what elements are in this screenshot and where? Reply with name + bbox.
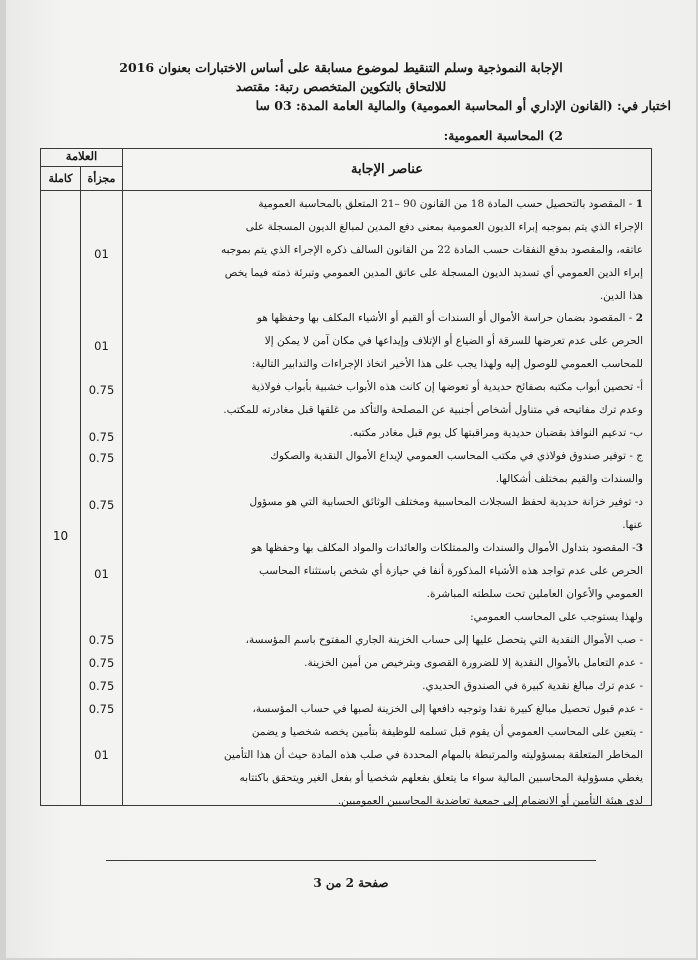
answer-line: 1 - المقصود بالتحصيل حسب المادة 18 من القانون 90 –21 المتعلق بالمحاسبة العمومية — [258, 198, 643, 210]
answer-line: والسندات والقيم بمختلف أشكالها. — [495, 473, 643, 485]
elements-header: عناصر الإجابة — [123, 149, 652, 191]
partial-grade-cell — [81, 191, 123, 806]
answer-line: - عدم ترك مبالغ نقدية كبيرة في الصندوق الحديدي. — [422, 680, 643, 692]
answer-line: العمومي والأعوان العاملين تحت سلطته المباشرة. — [426, 588, 643, 600]
footer-divider — [106, 860, 596, 861]
section-title: 2) المحاسبة العمومية: — [443, 128, 563, 143]
partial-mark: 0.75 — [88, 498, 115, 512]
answer-line: ب- تدعيم النوافذ بقضبان حديدية ومراقبتها كل يوم قبل مغادر مكتبه. — [349, 427, 643, 439]
partial-mark: 0.75 — [88, 656, 115, 670]
partial-mark: 0.75 — [88, 451, 115, 465]
partial-mark: 0.75 — [88, 430, 115, 444]
answer-table — [40, 148, 652, 806]
answer-line: لدى هيئة التأمين أو الانضمام إلى جمعية تعاضدية المحاسبين العموميين. — [337, 795, 643, 807]
partial-mark: 0.75 — [88, 383, 115, 397]
answer-line: عاتقه، والمقصود بدفع النفقات حسب المادة 22 من القانون السالف ذكره الإجراء الذي يتم بموجبه — [220, 244, 643, 256]
document-header — [81, 58, 671, 115]
answer-line: يغطي مسؤولية المحاسبين المالية سواء ما يتعلق بفعلهم شخصيا أو بفعل الغير ويتحقق باكتتابه — [239, 772, 643, 784]
full-grade-header: كاملة — [41, 167, 81, 191]
answer-body-cell — [123, 191, 652, 806]
full-grade-cell — [41, 191, 81, 806]
partial-mark: 01 — [94, 567, 109, 581]
answer-line: عنها. — [622, 519, 643, 531]
document-page — [6, 0, 696, 958]
answer-line: إبراء الدين العمومي أي تسديد الديون المسجلة على عاتق المدين العمومي وتبرئة ذمته فيما يخص — [224, 267, 643, 279]
header-subtitle: للالتحاق بالتكوين المتخصص رتبة: مقتصد — [235, 79, 447, 94]
answer-line: - صب الأموال النقدية التي يتحصل عليها إلى حساب الخزينة الجاري المفتوح باسم المؤسسة، — [245, 634, 643, 646]
answer-line: ولهذا يستوجب على المحاسب العمومي: — [470, 611, 643, 623]
answer-line: وعدم ترك مفاتيحه في متناول أشخاص أجنبية عن المصلحة والتأكد من غلقها قبل مغادرته للمكتب. — [223, 404, 643, 416]
partial-mark: 01 — [94, 339, 109, 353]
answer-line: ج - توفير صندوق فولاذي في مكتب المحاسب العمومي لإيداع الأموال النقدية والصكوك — [270, 450, 643, 462]
partial-mark: 01 — [94, 247, 109, 261]
partial-mark: 0.75 — [88, 702, 115, 716]
answer-line: - يتعين على المحاسب العمومي أن يقوم قبل تسلمه للوظيفة بتأمين يخصه شخصيا و يضمن — [251, 726, 643, 738]
answer-line: د- توفير خزانة حديدية لحفظ السجلات المحاسبية ومختلف الوثائق الحسابية التي هو مسؤول — [249, 496, 643, 508]
header-title: الإجابة النموذجية وسلم التنقيط لموضوع مسابقة على أساس الاختبارات بعنوان 2016 — [119, 60, 563, 75]
answer-line: 3- المقصود بتداول الأموال والسندات والممتلكات والعائدات والمواد المكلف بها وحفظها هو — [251, 542, 643, 554]
partial-mark: 0.75 — [88, 633, 115, 647]
full-grade-total: 10 — [52, 529, 69, 543]
answer-line: - عدم قبول تحصيل مبالغ كبيرة نقدا وتوجيه دافعها إلى الخزينة لصبها في حساب المؤسسة، — [252, 703, 643, 715]
answer-line: 2 - المقصود بضمان حراسة الأموال أو السندات أو القيم أو الأشياء المكلف بها وحفظها هو — [256, 312, 643, 324]
answer-line: الحرص على عدم تعرضها للسرقة أو الضياع أو الإتلاف وإيداعها في مكان آمن لا يمكن إلا — [264, 335, 643, 347]
partial-mark: 0.75 — [88, 679, 115, 693]
answer-line: - عدم التعامل بالأموال النقدية إلا للضرورة القصوى وبترخيص من أمين الخزينة. — [304, 657, 643, 669]
answer-line: الحرص على عدم تواجد هذه الأشياء المذكورة أنفا في حيازة أي شخص باستثناء المحاسب — [258, 565, 643, 577]
header-exam-info: اختبار في: (القانون الإداري أو المحاسبة العمومية) والمالية العامة المدة: 03 سا — [255, 98, 671, 113]
answer-line: المخاطر المتعلقة بمسؤوليته والمرتبطة بالمهام المحددة في صلب هذه المادة حيث أن هذا التأمين — [224, 749, 643, 761]
answer-line: للمحاسب العمومي للوصول إليه ولهذا يجب على هذا الأخير اتخاذ الإجراءات والتدابير التالية: — [251, 358, 643, 370]
answer-line: هذا الدين. — [599, 290, 643, 302]
partial-grade-header: مجزأة — [81, 167, 123, 191]
page-number: صفحة 2 من 3 — [313, 876, 389, 890]
answer-line: الإجراء الذي يتم بموجبه إبراء الديون العمومية بمعنى دفع المدين لمبالغ الديون المسجلة على — [245, 221, 643, 233]
answer-line: أ- تحصين أبواب مكتبه بصفائح حديدية أو تعوضها إن كانت هذه الأبواب خشبية بأبواب فولاذية — [251, 381, 643, 393]
grade-header: العلامة — [41, 149, 123, 167]
partial-mark: 01 — [94, 748, 109, 762]
